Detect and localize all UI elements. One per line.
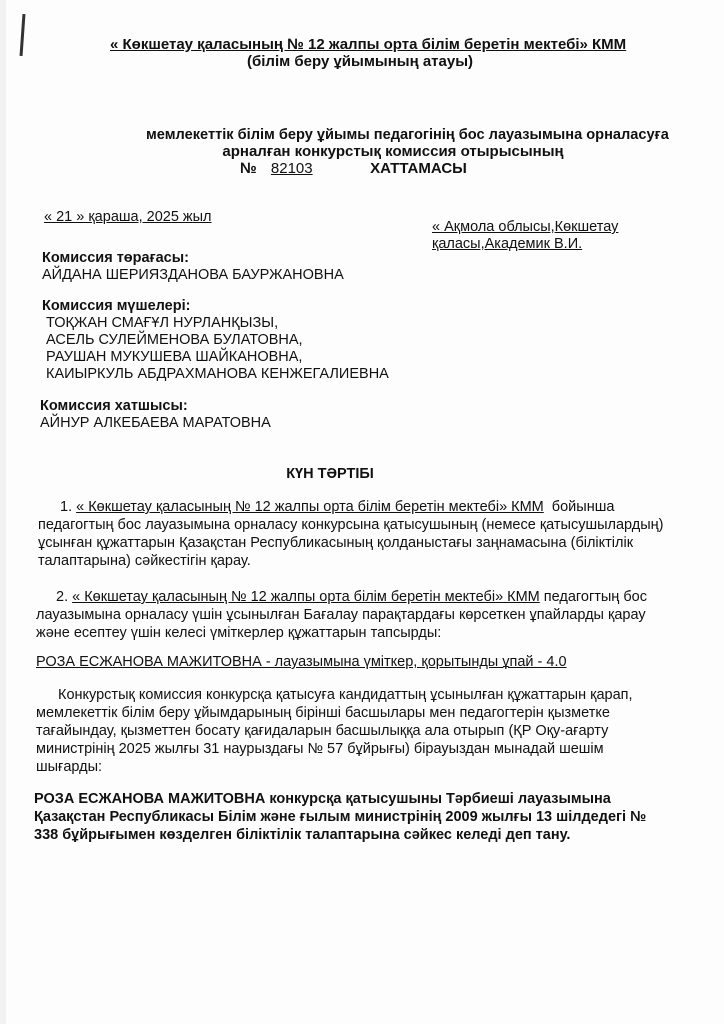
secretary-name: АЙНУР АЛКЕБАЕВА МАРАТОВНА <box>40 415 271 431</box>
resolution-line1: РОЗА ЕСЖАНОВА МАЖИТОВНА конкурсқа қатысушыны Тәрбиеші лауазымына <box>34 791 611 807</box>
resolution-line3: 338 бұйрығымен көзделген біліктілік талаптарына сәйкес келеді деп тану. <box>34 827 571 843</box>
agenda-item-1-line2: педагогтың бос лауазымына орналасу конкурсына қатысушының (немесе қатысушылардың) <box>38 517 664 533</box>
org-name: « Көкшетау қаласының № 12 жалпы орта білім беретін мектебі» КММ <box>110 36 627 53</box>
agenda-heading: КҮН ТӘРТІБІ <box>286 466 374 482</box>
secretary-label: Комиссия хатшысы: <box>40 398 188 414</box>
member-name: КАИЫРКУЛЬ АБДРАХМАНОВА КЕНЖЕГАЛИЕВНА <box>46 366 389 382</box>
agenda-item-1-line1 <box>60 498 614 517</box>
chair-name: АЙДАНА ШЕРИЯЗДАНОВА БАУРЖАНОВНА <box>42 267 344 283</box>
number-prefix: № <box>240 160 257 177</box>
chair-label: Комиссия төрағасы: <box>42 250 189 266</box>
agenda-item-2-line2: лауазымына орналасу үшін ұсынылған Бағалау парақтардағы көрсеткен ұпайларды қарау <box>36 607 646 623</box>
member-name: АСЕЛЬ СУЛЕЙМЕНОВА БУЛАТОВНА, <box>46 332 303 348</box>
protocol-number: 82103 <box>270 160 313 177</box>
protocol-number-line <box>240 160 540 178</box>
agenda-item-2-line3: және есептеу үшін келесі үміткерлер құжаттарын тапсырды: <box>36 625 442 641</box>
agenda-item-1-line4: талаптарына) сәйкестігін қарау. <box>38 553 251 569</box>
members-label: Комиссия мүшелері: <box>42 298 191 314</box>
member-name: ТОҚЖАН СМАҒҰЛ НУРЛАНҚЫЗЫ, <box>46 315 279 331</box>
agenda-item-1-line3: ұсынған құжаттарын Қазақстан Республикасының қолданыстағы заңнамасына (біліктілік <box>38 535 634 551</box>
candidate-line: РОЗА ЕСЖАНОВА МАЖИТОВНА - лауазымына үміткер, қорытынды ұпай - 4.0 <box>36 654 567 670</box>
agenda-item-text: педагогтың бос <box>543 589 647 605</box>
decision-line1: Конкурстық комиссия конкурсқа қатысуға кандидаттың ұсынылған құжаттарын қарап, <box>58 687 633 703</box>
title-line2: арналған конкурстық комиссия отырысының <box>222 143 564 160</box>
agenda-item-number: 1. <box>60 499 73 515</box>
agenda-item-org: « Көкшетау қаласының № 12 жалпы орта білім беретін мектебі» КММ <box>76 499 544 515</box>
org-caption: (білім беру ұйымының атауы) <box>246 53 474 70</box>
decision-line2: мемлекеттік білім беру ұйымдарының бірінші басшылары мен педагогтерін қызметке <box>36 705 610 721</box>
scan-mark <box>20 14 26 56</box>
decision-line3: тағайындау, қызметтен босату қағидаларын басшылыққа ала отырып (ҚР Оқу-ағарту <box>36 723 609 739</box>
agenda-item-org: « Көкшетау қаласының № 12 жалпы орта білім беретін мектебі» КММ <box>72 589 540 605</box>
resolution-line2: Қазақстан Республикасы Білім және ғылым министрінің 2009 жылғы 13 шілдедегі № <box>34 809 647 825</box>
protocol-date: « 21 » қараша, 2025 жыл <box>44 209 212 225</box>
place-line2: қаласы,Академик В.И. <box>432 236 583 252</box>
title-line1: мемлекеттік білім беру ұйымы педагогінің бос лауазымына орналасуға <box>146 127 669 143</box>
doc-type: ХАТТАМАСЫ <box>370 160 467 177</box>
member-name: РАУШАН МУКУШЕВА ШАЙКАНОВНА, <box>46 349 303 365</box>
agenda-item-2-line1 <box>56 588 647 607</box>
decision-line5: шығарды: <box>36 759 103 775</box>
agenda-item-text: бойынша <box>551 499 615 515</box>
place-line1: « Ақмола облысы,Көкшетау <box>432 219 619 235</box>
decision-line4: министрінің 2025 жылғы 31 наурыздағы № 57 бұйрығы) бірауыздан мынадай шешім <box>36 741 604 757</box>
scan-edge <box>0 0 6 1024</box>
agenda-item-number: 2. <box>56 589 69 605</box>
